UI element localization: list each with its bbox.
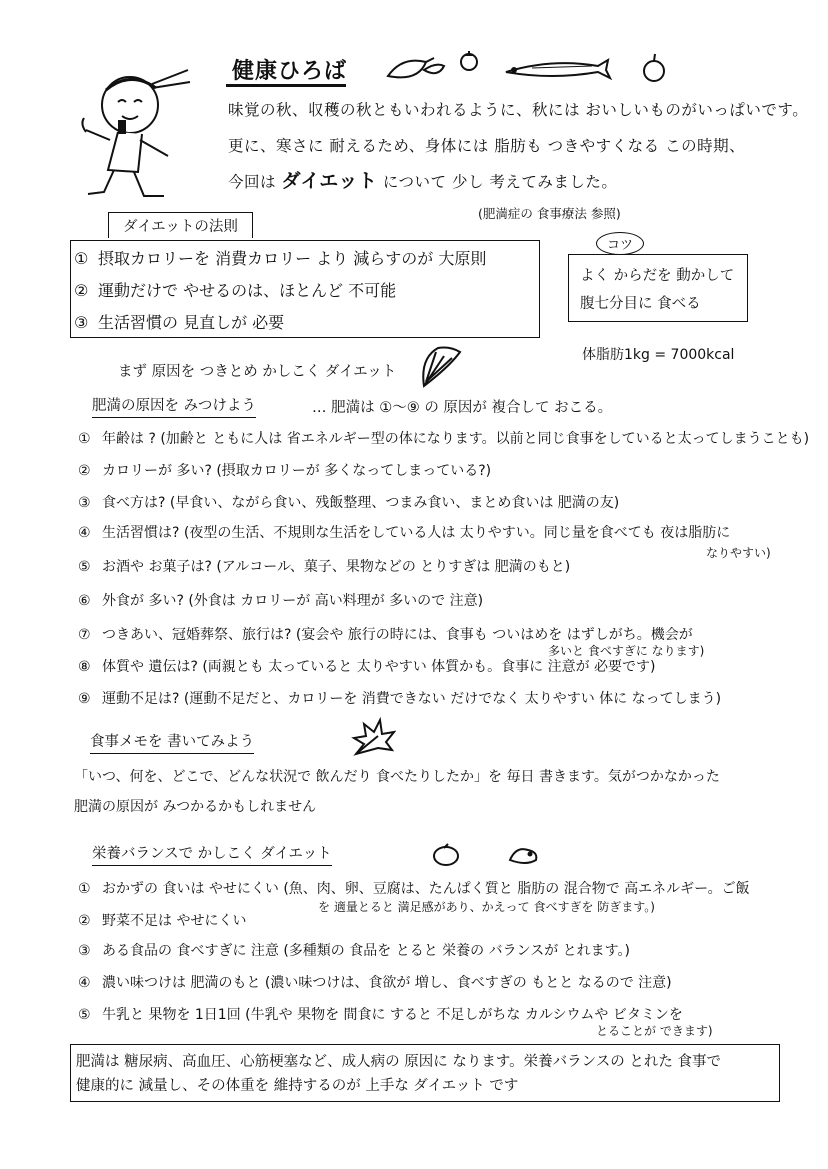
kcal-note: 体脂肪1kg = 7000kcal: [582, 347, 735, 363]
rule-text: 運動だけで やせるのは、ほとんど 不可能: [98, 281, 397, 300]
bird-icon: [506, 842, 540, 868]
apple-icon: [640, 52, 668, 84]
cause-heading: まず 原因を つきとめ かしこく ダイエット: [118, 364, 397, 380]
runner-illustration: [78, 60, 218, 210]
rule-item: [74, 278, 396, 301]
intro-line-2: 更に、寒さに 耐えるため、身体には 脂肪も つきやすくなる この時期、: [228, 137, 746, 155]
tips-line-2: 腹七分目に 食べる: [580, 296, 701, 312]
balance-number: ①: [78, 881, 91, 897]
balance-note-5: とることが できます): [596, 1024, 713, 1038]
intro-line-3: [228, 166, 617, 193]
intro-line-3-post: について 少し 考えてみました。: [377, 173, 618, 191]
intro-emphasis: ダイエット: [281, 170, 378, 192]
balance-number: ③: [78, 943, 91, 959]
balance-number: ⑤: [78, 1007, 91, 1023]
tips-line-1: よく からだを 動かして: [580, 268, 735, 284]
title-underline: [226, 84, 346, 87]
memo-heading: 食事メモを 書いてみよう: [90, 730, 254, 754]
memo-line-1: 「いつ、何を、どこで、どんな状況で 飲んだり 食べたりしたか」を 毎日 書きます。気がつかなかった: [74, 769, 720, 785]
cause-text: カロリーが 多い? (摂取カロリーが 多くなってしまっている?): [102, 463, 492, 479]
cause-item: [78, 460, 491, 480]
cause-subnote: … 肥満は ①〜⑨ の 原因が 複合して おこる。: [312, 400, 613, 416]
sweet-potato-icon: [382, 52, 452, 86]
balance-text: ある食品の 食べすぎに 注意 (多種類の 食品を とると 栄養の バランスが とれます。): [102, 943, 630, 959]
balance-text: おかずの 食いは やせにくい (魚、肉、卵、豆腐は、たんぱく質と 脂肪の 混合物で 高エネルギー。ご飯: [102, 881, 750, 897]
cause-number: ⑧: [78, 659, 91, 675]
balance-number: ④: [78, 975, 91, 991]
cause-item: [78, 556, 570, 576]
balance-heading: 栄養バランスで かしこく ダイエット: [92, 842, 332, 866]
cause-item: [78, 656, 656, 676]
balance-note-1: を 適量とると 満足感があり、かえって 食べすぎを 防ぎます。): [318, 900, 655, 914]
cause-number: ④: [78, 525, 91, 541]
page-title: 健康ひろば: [232, 59, 348, 84]
balance-number: ②: [78, 913, 91, 929]
memo-line-2: 肥満の原因が みつかるかもしれません: [74, 799, 317, 815]
rule-number: ①: [74, 249, 89, 268]
persimmon-icon: [458, 50, 480, 72]
cause-number: ②: [78, 463, 91, 479]
cause-item: [78, 522, 730, 542]
cause-text: 年齢は ? (加齢と ともに人は 省エネルギー型の体になります。以前と同じ食事をしていると太ってしまうことも): [102, 431, 810, 447]
balance-item: [78, 940, 630, 960]
balance-item: [78, 878, 750, 898]
rule-item: [74, 246, 486, 269]
intro-line-3-pre: 今回は: [228, 173, 282, 191]
cause-text: 生活習慣は? (夜型の生活、不規則な生活をしている人は 太りやすい。同じ量を食べても 夜は脂肪に: [102, 525, 731, 541]
cause-text: 食べ方は? (早食い、ながら食い、残飯整理、つまみ食い、まとめ食いは 肥満の友): [102, 495, 620, 511]
cause-number: ①: [78, 431, 91, 447]
cause-number: ⑤: [78, 559, 91, 575]
balance-text: 濃い味つけは 肥満のもと (濃い味つけは、食欲が 増し、食べすぎの もとと なるので 注意): [102, 975, 672, 991]
cause-note-7: 多いと 食べすぎに なります): [548, 644, 705, 658]
cause-number: ⑨: [78, 691, 91, 707]
maple-leaf-icon: [350, 716, 396, 760]
cause-text: 外食が 多い? (外食は カロリーが 高い料理が 多いので 注意): [102, 593, 484, 609]
intro-line-1: 味覚の秋、収穫の秋ともいわれるように、秋には おいしいものがいっぱいです。: [228, 101, 809, 119]
balance-text: 牛乳と 果物を 1日1回 (牛乳や 果物を 間食に すると 不足しがちな カルシウムや ビタミンを: [102, 1007, 683, 1023]
cause-item: [78, 624, 693, 644]
tips-tag: コツ: [596, 232, 644, 255]
cause-item: [78, 688, 721, 708]
cause-number: ③: [78, 495, 91, 511]
rule-number: ③: [74, 313, 89, 332]
summary-line-2: 健康的に 減量し、その体重を 維持するのが 上手な ダイエット です: [76, 1078, 519, 1094]
fish-icon: [502, 54, 612, 84]
cause-number: ⑦: [78, 627, 91, 643]
reference-note: (肥満症の 食事療法 参照): [478, 206, 621, 221]
cause-note-4: なりやすい): [706, 546, 771, 560]
balance-item: [78, 972, 672, 992]
cause-item: [78, 590, 483, 610]
balance-item: [78, 910, 246, 930]
rule-item: [74, 310, 284, 333]
summary-line-1: 肥満は 糖尿病、高血圧、心筋梗塞など、成人病の 原因に なります。栄養バランスの とれた 食事で: [76, 1054, 721, 1070]
cause-number: ⑥: [78, 593, 91, 609]
cause-item: [78, 492, 619, 512]
rules-label: ダイエットの法則: [108, 212, 253, 238]
balance-text: 野菜不足は やせにくい: [102, 913, 247, 929]
cause-text: お酒や お菓子は? (アルコール、菓子、果物などの とりすぎは 肥満のもと): [102, 559, 571, 575]
cause-text: つきあい、冠婚葬祭、旅行は? (宴会や 旅行の時には、食事も ついはめを はずしがち。機会が: [102, 627, 693, 643]
cause-text: 運動不足は? (運動不足だと、カロリーを 消費できない だけでなく 太りやすい 体に なってしまう): [102, 691, 722, 707]
rule-text: 摂取カロリーを 消費カロリー より 減らすのが 大原則: [98, 249, 487, 268]
rule-text: 生活習慣の 見直しが 必要: [98, 313, 285, 332]
cause-text: 体質や 遺伝は? (両親とも 太っていると 太りやすい 体質かも。食事に 注意が 必要です): [102, 659, 656, 675]
cause-subheading: 肥満の原因を みつけよう: [92, 394, 256, 418]
ginkgo-leaf-icon: [414, 344, 464, 392]
vegetable-icon: [430, 842, 462, 868]
balance-item: [78, 1004, 683, 1024]
cause-item: [78, 428, 809, 448]
rule-number: ②: [74, 281, 89, 300]
